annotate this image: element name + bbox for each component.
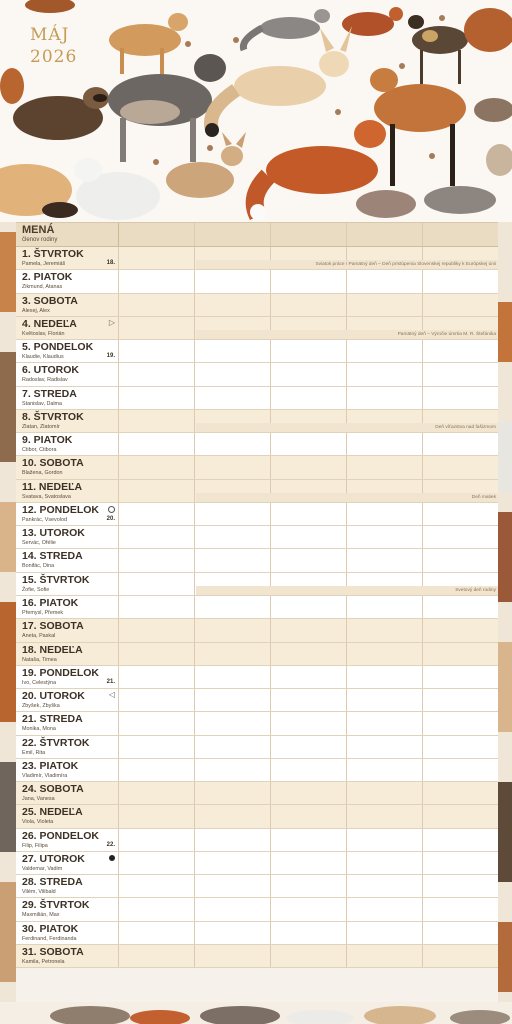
day-row[interactable] [16, 829, 498, 852]
member-column-divider [422, 433, 423, 455]
calendar-header-row [16, 223, 498, 247]
day-row[interactable] [16, 666, 498, 689]
day-cell [16, 759, 119, 781]
day-cell [16, 712, 119, 734]
day-cell [16, 643, 119, 665]
member-column-divider [422, 456, 423, 478]
member-column-divider [194, 317, 195, 339]
member-column-divider [270, 759, 271, 781]
day-row[interactable] [16, 410, 498, 433]
day-title: 25. NEDEĽA [22, 806, 83, 819]
right-animals-illustration [498, 222, 512, 1002]
member-column-divider [346, 689, 347, 711]
member-column-divider [422, 526, 423, 548]
member-column-divider [270, 643, 271, 665]
day-cell [16, 689, 119, 711]
name-day-names: Radoslav, Radislav [22, 377, 68, 384]
member-column-divider [270, 805, 271, 827]
member-column-divider [346, 945, 347, 967]
member-column-divider [194, 945, 195, 967]
day-title: 17. SOBOTA [22, 620, 84, 633]
member-column-divider [194, 456, 195, 478]
day-cell [16, 340, 119, 362]
day-cell [16, 549, 119, 571]
day-row[interactable] [16, 294, 498, 317]
week-number: 21. [106, 678, 115, 685]
day-title: 6. UTOROK [22, 364, 79, 377]
day-title: 10. SOBOTA [22, 457, 84, 470]
day-row[interactable] [16, 875, 498, 898]
member-column-divider [346, 596, 347, 618]
holiday-note: Svetový deň rodiny [196, 586, 498, 595]
member-column-divider [270, 875, 271, 897]
member-column-divider [270, 503, 271, 525]
member-column-divider [194, 270, 195, 292]
month-label: MÁJ [30, 25, 70, 45]
left-animals-illustration [0, 222, 16, 1002]
holiday-note: Pamätný deň – Výročie úmrtia M. R. Štefánika [196, 330, 498, 339]
member-column-divider [422, 643, 423, 665]
member-column-divider [194, 549, 195, 571]
member-column-divider [422, 387, 423, 409]
day-row[interactable] [16, 852, 498, 875]
day-row[interactable] [16, 619, 498, 642]
day-cell [16, 456, 119, 478]
day-row[interactable] [16, 247, 498, 270]
name-day-names: Ivo, Celestýna [22, 679, 57, 686]
day-title: 23. PIATOK [22, 759, 79, 772]
member-column-divider [270, 689, 271, 711]
member-column-divider [194, 433, 195, 455]
member-column-divider [194, 666, 195, 688]
family-members-subheader: členov rodiny [22, 237, 58, 243]
member-column-divider [422, 922, 423, 944]
member-column-divider [270, 270, 271, 292]
day-row[interactable] [16, 712, 498, 735]
day-row[interactable] [16, 387, 498, 410]
member-column-divider [346, 270, 347, 292]
day-cell [16, 526, 119, 548]
name-day-names: Ferdinand, Ferdinanda [22, 935, 77, 942]
day-title: 13. UTOROK [22, 527, 85, 540]
member-column-divider [422, 875, 423, 897]
day-title: 20. UTOROK [22, 690, 85, 703]
name-day-names: Monika, Mona [22, 726, 56, 733]
name-day-names: Zbyšek, Zbyška [22, 703, 60, 710]
day-cell [16, 363, 119, 385]
name-day-names: Vladimír, Vladimíra [22, 772, 68, 779]
name-day-names: Nataša, Timea [22, 656, 57, 663]
month-year-title [30, 24, 77, 68]
name-day-names: Stanislav, Dalma [22, 400, 63, 407]
day-cell [16, 805, 119, 827]
member-column-divider [194, 805, 195, 827]
member-column-divider [194, 759, 195, 781]
week-number: 22. [106, 841, 115, 848]
member-column-divider [346, 922, 347, 944]
day-cell [16, 596, 119, 618]
name-day-names: Zikmund, Atanas [22, 284, 63, 291]
member-column-divider [346, 852, 347, 874]
right-illustration-band [498, 222, 512, 1002]
day-title: 1. ŠTVRTOK [22, 248, 84, 260]
member-column-divider [270, 596, 271, 618]
day-cell [16, 270, 119, 292]
day-title: 7. STREDA [22, 387, 77, 400]
member-column-divider [346, 340, 347, 362]
names-column-header: MENÁ [22, 224, 55, 236]
day-title: 9. PIATOK [22, 434, 73, 447]
member-column-divider [422, 712, 423, 734]
name-day-names: Zlatan, Zlatomír [22, 423, 60, 430]
member-column-divider [346, 805, 347, 827]
member-column-divider [346, 294, 347, 316]
holiday-note: Sviatok práce / Pamätný deň – Deň pristúpenia Slovenskej republiky k Európskej únii [196, 260, 498, 269]
member-column-divider [194, 294, 195, 316]
member-column-divider [422, 945, 423, 967]
name-day-names: Viola, Violeta [22, 819, 54, 826]
member-column-divider [422, 596, 423, 618]
member-column-divider [346, 433, 347, 455]
member-column-divider [346, 643, 347, 665]
day-title: 16. PIATOK [22, 596, 79, 609]
member-column-divider [194, 247, 195, 269]
day-cell [16, 410, 119, 432]
day-rows [16, 247, 498, 968]
holiday-note: Deň matiek [196, 493, 498, 502]
member-column-divider [270, 712, 271, 734]
day-title: 21. STREDA [22, 713, 83, 726]
member-column-divider [270, 387, 271, 409]
member-column-divider [194, 363, 195, 385]
name-day-names: Pamela, Jeremiáš [22, 261, 66, 267]
name-day-names: Květoslav, Florián [22, 330, 65, 337]
member-column-divider [194, 410, 195, 432]
name-day-names: Kamila, Petronela [22, 958, 65, 965]
member-column-divider [270, 736, 271, 758]
name-day-names: Valdemar, Vadim [22, 865, 63, 872]
day-row[interactable] [16, 340, 498, 363]
day-cell [16, 922, 119, 944]
name-day-names: Pankrác, Vsevolod [22, 516, 67, 523]
day-title: 4. NEDEĽA [22, 317, 77, 330]
day-title: 27. UTOROK [22, 852, 85, 865]
day-row[interactable] [16, 549, 498, 572]
day-row[interactable] [16, 526, 498, 549]
day-row[interactable] [16, 805, 498, 828]
member-column-divider [194, 503, 195, 525]
day-title: 30. PIATOK [22, 922, 79, 935]
member-column-divider [194, 875, 195, 897]
member-column-divider [422, 619, 423, 641]
bottom-illustration-band [0, 1002, 512, 1024]
day-title: 11. NEDEĽA [22, 480, 83, 493]
member-column-divider [422, 294, 423, 316]
name-day-names: Emil, Rita [22, 749, 46, 756]
bottom-animals-illustration [0, 1002, 512, 1024]
member-column-divider [194, 619, 195, 641]
day-cell [16, 317, 119, 339]
day-title: 5. PONDELOK [22, 341, 94, 354]
member-column-divider [270, 456, 271, 478]
member-column-divider [422, 549, 423, 571]
day-row[interactable] [16, 922, 498, 945]
member-column-divider [422, 736, 423, 758]
day-row[interactable] [16, 643, 498, 666]
day-title: 3. SOBOTA [22, 294, 78, 307]
day-cell [16, 573, 119, 595]
day-row[interactable] [16, 945, 498, 968]
moon-phase-icon: ◁ [108, 690, 115, 700]
name-day-names: Klaudie, Klaudius [22, 354, 64, 361]
day-title: 29. ŠTVRTOK [22, 899, 90, 912]
member-column-divider [422, 898, 423, 920]
day-title: 18. NEDEĽA [22, 643, 83, 656]
day-row[interactable] [16, 270, 498, 293]
name-day-names: Filip, Filipa [22, 842, 48, 849]
name-day-names: Jana, Vanesa [22, 796, 55, 803]
day-title: 2. PIATOK [22, 271, 73, 284]
day-title: 19. PONDELOK [22, 666, 100, 679]
day-row[interactable] [16, 898, 498, 921]
day-row[interactable] [16, 759, 498, 782]
name-day-names: Vilém, Vilibald [22, 889, 56, 896]
member-column-divider [194, 782, 195, 804]
name-day-names: Blažena, Gordon [22, 470, 63, 477]
member-column-divider [270, 829, 271, 851]
name-day-names: Alexej, Alex [22, 307, 50, 314]
member-column-divider [346, 387, 347, 409]
day-cell [16, 387, 119, 409]
member-column-divider [422, 666, 423, 688]
member-column-divider [346, 875, 347, 897]
day-title: 26. PONDELOK [22, 829, 100, 842]
member-column-divider [270, 666, 271, 688]
member-column-divider [346, 829, 347, 851]
member-column-divider [422, 340, 423, 362]
day-cell [16, 875, 119, 897]
member-column-divider [270, 363, 271, 385]
member-column-divider [194, 643, 195, 665]
day-cell [16, 433, 119, 455]
day-title: 14. STREDA [22, 550, 83, 563]
member-column-divider [422, 782, 423, 804]
member-column-divider [270, 619, 271, 641]
day-row[interactable] [16, 480, 498, 503]
day-cell [16, 898, 119, 920]
day-row[interactable] [16, 503, 498, 526]
member-column-divider [270, 433, 271, 455]
week-number: 20. [106, 515, 115, 522]
day-row[interactable] [16, 363, 498, 386]
day-cell [16, 619, 119, 641]
member-column-divider [270, 945, 271, 967]
member-column-divider [422, 829, 423, 851]
moon-phase-icon [108, 506, 115, 513]
name-day-names: Žofie, Sofie [22, 586, 50, 593]
member-column-divider [270, 782, 271, 804]
day-row[interactable] [16, 573, 498, 596]
member-column-divider [270, 526, 271, 548]
name-day-names: Ctibor, Ctibora [22, 447, 57, 454]
member-column-divider [194, 689, 195, 711]
day-cell [16, 247, 119, 269]
day-row[interactable] [16, 317, 498, 340]
day-cell [16, 782, 119, 804]
day-row[interactable] [16, 782, 498, 805]
day-title: 24. SOBOTA [22, 783, 84, 796]
animal-illustration-header [0, 0, 512, 222]
day-cell [16, 852, 119, 874]
week-number: 18. [106, 260, 115, 266]
name-day-names: Servác, Ofélie [22, 540, 56, 547]
member-column-divider [194, 829, 195, 851]
day-title: 12. PONDELOK [22, 503, 100, 516]
member-column-divider [422, 689, 423, 711]
member-column-divider [346, 526, 347, 548]
member-column-divider [194, 736, 195, 758]
moon-phase-icon [109, 855, 115, 861]
week-number: 19. [106, 353, 115, 360]
day-cell [16, 294, 119, 316]
day-cell [16, 666, 119, 688]
member-column-divider [194, 596, 195, 618]
member-column-divider [270, 294, 271, 316]
name-day-names: Svatava, Svatoslava [22, 493, 71, 500]
member-column-divider [194, 573, 195, 595]
member-column-divider [422, 270, 423, 292]
member-column-divider [270, 852, 271, 874]
member-column-divider [270, 549, 271, 571]
holiday-note: Deň víťazstva nad fašizmom [196, 423, 498, 432]
moon-phase-icon: ▷ [108, 317, 115, 327]
day-cell [16, 945, 119, 967]
member-column-divider [422, 759, 423, 781]
member-column-divider [346, 363, 347, 385]
member-column-divider [422, 503, 423, 525]
member-column-divider [194, 340, 195, 362]
name-day-names: Aneta, Paskal [22, 633, 56, 640]
name-day-names: Bonifác, Dina [22, 563, 55, 570]
member-column-divider [346, 759, 347, 781]
day-cell [16, 736, 119, 758]
day-title: 15. ŠTVRTOK [22, 573, 90, 586]
year-label: 2026 [30, 47, 78, 67]
member-column-divider [270, 898, 271, 920]
member-column-divider [346, 782, 347, 804]
member-column-divider [346, 736, 347, 758]
day-title: 22. ŠTVRTOK [22, 736, 90, 749]
day-cell [16, 503, 119, 525]
name-day-names: Přemysl, Přemek [22, 609, 64, 616]
member-column-divider [270, 340, 271, 362]
day-row[interactable] [16, 689, 498, 712]
family-calendar-grid [16, 222, 498, 968]
name-day-names: Maxmilián, Max [22, 912, 60, 919]
member-column-divider [346, 619, 347, 641]
member-column-divider [422, 363, 423, 385]
day-cell [16, 480, 119, 502]
day-row[interactable] [16, 596, 498, 619]
member-column-divider [194, 387, 195, 409]
member-column-divider [194, 526, 195, 548]
member-column-divider [194, 712, 195, 734]
member-column-divider [346, 712, 347, 734]
member-column-divider [194, 898, 195, 920]
member-column-divider [346, 456, 347, 478]
day-row[interactable] [16, 433, 498, 456]
day-cell [16, 829, 119, 851]
day-row[interactable] [16, 736, 498, 759]
member-column-divider [346, 503, 347, 525]
member-column-divider [194, 852, 195, 874]
day-row[interactable] [16, 456, 498, 479]
member-column-divider [346, 898, 347, 920]
member-column-divider [346, 549, 347, 571]
member-column-divider [422, 805, 423, 827]
member-column-divider [422, 852, 423, 874]
day-title: 28. STREDA [22, 876, 83, 889]
member-column-divider [346, 666, 347, 688]
day-title: 8. ŠTVRTOK [22, 410, 84, 423]
left-illustration-band [0, 222, 16, 1002]
member-column-divider [270, 922, 271, 944]
day-title: 31. SOBOTA [22, 945, 84, 958]
member-column-divider [194, 922, 195, 944]
member-column-divider [194, 480, 195, 502]
